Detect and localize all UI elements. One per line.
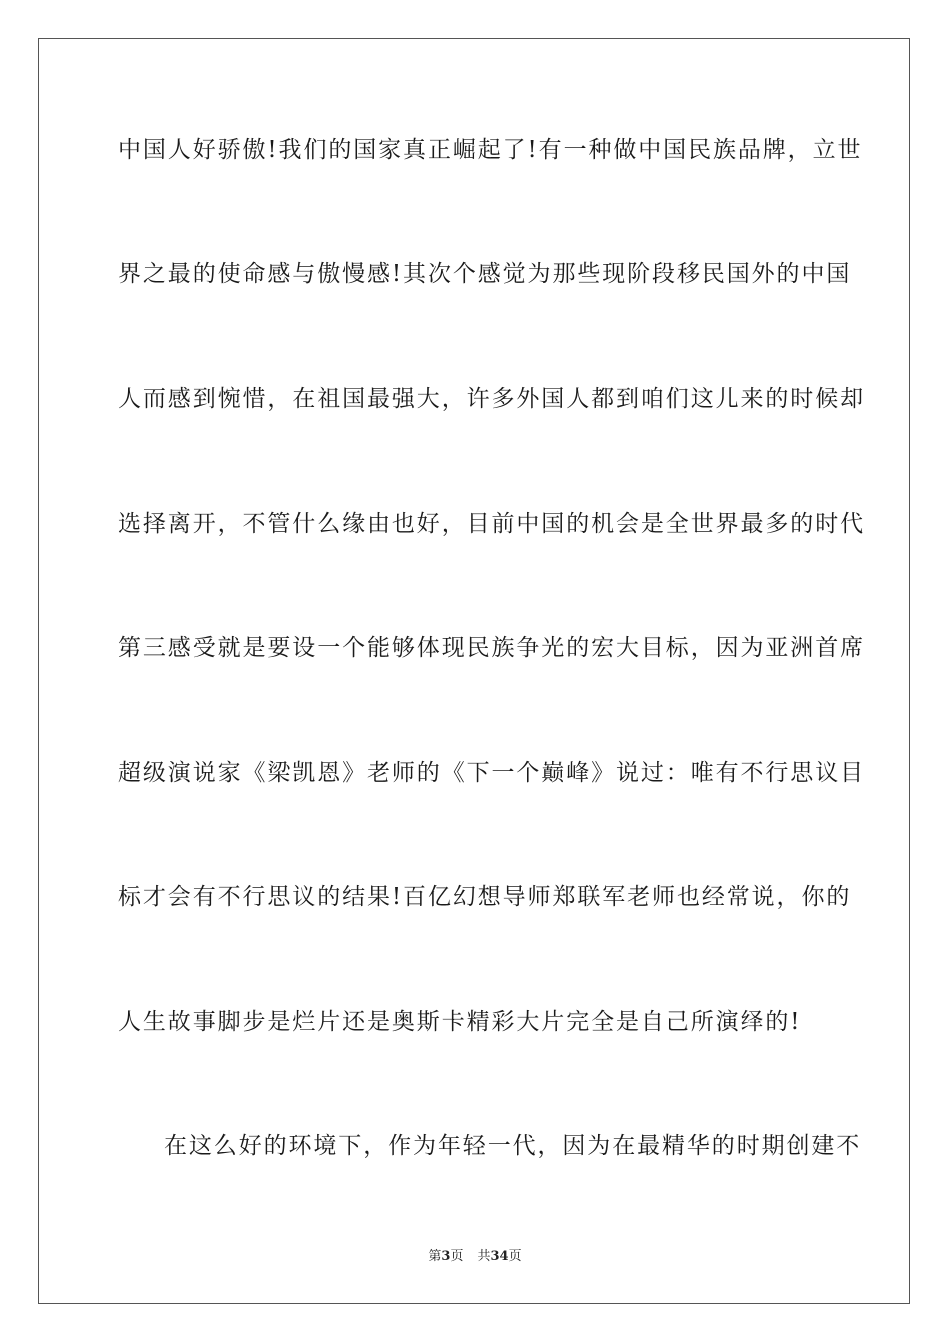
body-text-line: 第三感受就是要设一个能够体现民族争光的宏大目标，因为亚洲首席 [118, 635, 865, 661]
page-border [38, 38, 910, 1304]
body-text-line: 超级演说家《梁凯恩》老师的《下一个巅峰》说过：唯有不行思议目 [118, 760, 865, 786]
page-suffix: 页 [450, 1249, 464, 1264]
total-pages: 34 [490, 1249, 509, 1264]
page-number: 3 [441, 1249, 451, 1264]
body-text-line: 人而感到惋惜，在祖国最强大，许多外国人都到咱们这儿来的时候却 [118, 386, 865, 412]
page-footer [0, 1248, 950, 1266]
body-text-line: 标才会有不行思议的结果!百亿幻想导师郑联军老师也经常说，你的 [118, 884, 852, 910]
body-text-line: 选择离开，不管什么缘由也好，目前中国的机会是全世界最多的时代 [118, 511, 865, 537]
paragraph-first-line: 在这么好的环境下，作为年轻一代，因为在最精华的时期创建不 [164, 1133, 862, 1159]
body-text-line: 中国人好骄傲!我们的国家真正崛起了!有一种做中国民族品牌，立世 [118, 137, 863, 163]
body-text-line: 人生故事脚步是烂片还是奥斯卡精彩大片完全是自己所演绎的! [118, 1009, 802, 1035]
total-suffix: 页 [508, 1249, 522, 1264]
page-prefix: 第 [428, 1249, 442, 1264]
body-text-line: 界之最的使命感与傲慢感!其次个感觉为那些现阶段移民国外的中国 [118, 261, 852, 287]
total-prefix: 共 [477, 1249, 491, 1264]
